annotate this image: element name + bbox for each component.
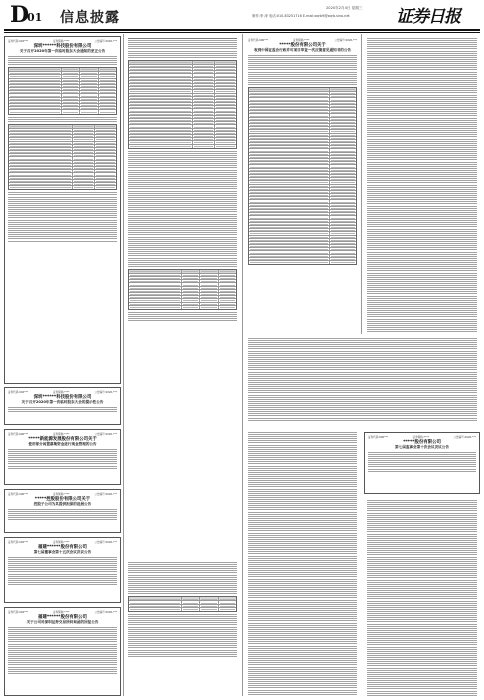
notice-title: 福建******股份有限公司: [38, 545, 87, 550]
continuation-column: [125, 560, 240, 696]
notice-codes: 证券代码:000*** 证券简称:**** 公告编号:2020-***: [8, 493, 117, 496]
notice-subtitle: 使用部分闲置募集资金进行现金管理的公告: [28, 442, 97, 447]
notice-body: [8, 407, 117, 412]
notice-title: 深圳******科技股份有限公司: [33, 44, 92, 49]
issue-date: 2020年2月4日 星期三: [326, 6, 363, 10]
proposal-table: [248, 87, 357, 265]
proposal-table: [128, 269, 237, 310]
notice-block: [364, 432, 480, 494]
notice-block: [4, 489, 121, 533]
notice-subtitle: 第七届董事会第十五次会议决议公告: [33, 550, 92, 555]
notice-title: *****股份有限公司: [403, 440, 441, 445]
notice-body: [367, 38, 477, 332]
masthead-rule: [4, 29, 480, 31]
newspaper-logo: 证券日报: [396, 7, 460, 27]
notice-title: 福建******股份有限公司: [38, 615, 87, 620]
notice-title: *****控股股份有限公司关于: [34, 497, 91, 502]
notice-body: [8, 56, 117, 65]
masthead: [4, 2, 480, 30]
proposal-table: [128, 596, 237, 612]
notice-body: [367, 500, 477, 696]
notice-title: *****新能源发展股份有限公司关于: [28, 437, 97, 442]
notice-codes: 证券代码:600*** 证券简称:**** 公告编号:2020-***: [8, 433, 117, 436]
notice-body: [248, 432, 357, 696]
notice-body: [368, 452, 476, 472]
notice-subtitle: 收到中国证监会行政许可项目审查一次反馈意见通知书的公告: [253, 48, 352, 53]
notice-subtitle: 控股子公司为其提供担保的进展公告: [33, 502, 92, 507]
notice-block: [245, 36, 360, 326]
continuation-column: [364, 36, 480, 332]
notice-block: [4, 429, 121, 485]
notice-subtitle: 第七届监事会第十次会议决议公告: [395, 445, 449, 450]
notice-codes: 证券代码:002*** 证券简称:**** 公告编号:2020-***: [8, 40, 117, 43]
notice-subtitle: 关于召开2020年第一次临时股东大会通知的更正公告: [19, 49, 106, 54]
proposal-table: [8, 124, 117, 191]
notice-body: [128, 562, 237, 594]
notice-body: [248, 338, 477, 421]
notice-body: [128, 614, 237, 657]
notice-body: [8, 509, 117, 520]
masthead-rule-thin: [4, 32, 480, 33]
column-divider: [361, 34, 362, 334]
column-divider: [242, 34, 243, 696]
notice-body: [128, 151, 237, 267]
notice-body: [8, 627, 117, 674]
continuation-column: [364, 498, 480, 696]
notice-block: [4, 387, 121, 425]
notice-body: [128, 38, 237, 58]
notice-title: *****股份有限公司关于: [279, 43, 326, 48]
proposal-table: [128, 60, 237, 149]
notice-codes: 证券代码:600*** 证券简称:**** 公告编号:2020-***: [368, 436, 476, 439]
notice-subtitle: 关于召开2020年第一次临时股东大会的提示性公告: [21, 400, 104, 405]
notice-codes: 证券代码:002*** 证券简称:**** 公告编号:2020-***: [8, 541, 117, 544]
notice-body: [8, 192, 117, 241]
notice-block: [4, 36, 121, 384]
notice-body: [8, 117, 117, 122]
proposal-table: [8, 67, 117, 114]
notice-body: [128, 312, 237, 321]
notice-codes: 证券代码:002*** 证券简称:**** 公告编号:2020-***: [8, 611, 117, 614]
notice-block: [4, 537, 121, 603]
continuation-column: [245, 430, 360, 696]
notice-block: [4, 607, 121, 696]
section-letter: D: [10, 2, 30, 28]
continuation-column: [125, 36, 240, 433]
notice-codes: 证券代码:002*** 证券简称:**** 公告编号:2020-***: [8, 391, 117, 394]
notice-body: [248, 55, 357, 85]
notice-subtitle: 关于公司对深圳证券交易所问询函的回复公告: [26, 620, 99, 625]
notice-body: [8, 449, 117, 469]
editor-contact: 制作:李 涛 电话:010-83251716 E-mail:zqrb9@zqrb.sina.net: [252, 14, 350, 18]
continuation-column: [245, 336, 480, 426]
notice-title: 深圳******科技股份有限公司: [33, 395, 92, 400]
section-title: 信息披露: [60, 10, 120, 26]
notice-body: [8, 557, 117, 585]
notice-codes: 证券代码:600*** 证券简称:**** 公告编号:2020-***: [248, 39, 357, 42]
column-divider: [123, 34, 124, 696]
section-number: 01: [27, 11, 43, 24]
